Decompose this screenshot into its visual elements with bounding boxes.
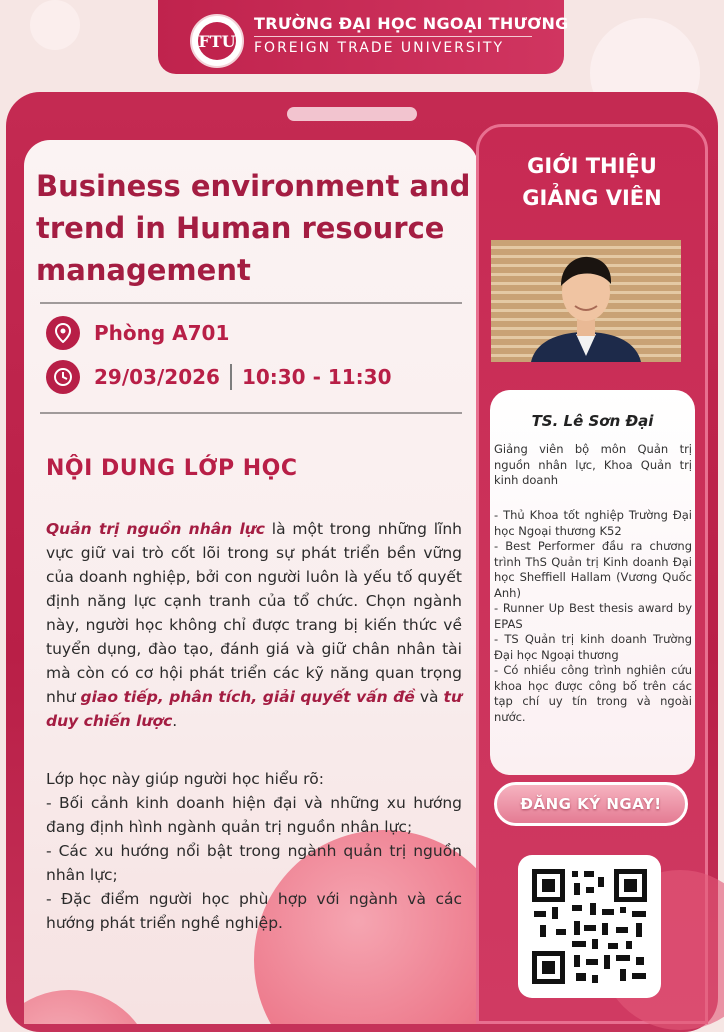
achievement-item: - Có nhiều công trình nghiên cứu khoa học được công bố trên các tạp chí uy tín trong và ngoài nước. — [494, 663, 692, 724]
university-name-vi: TRƯỜNG ĐẠI HỌC NGOẠI THƯƠNG — [254, 14, 569, 33]
title-divider — [40, 302, 462, 304]
qr-code-icon — [528, 865, 651, 988]
lecturer-section-title — [476, 150, 708, 214]
clock-icon — [46, 360, 80, 394]
content-paragraph — [46, 517, 462, 733]
lecturer-position: Giảng viên bộ môn Quản trị nguồn nhân lực, Khoa Quản trị kinh doanh — [494, 442, 692, 487]
room-text: Phòng A701 — [94, 321, 230, 345]
paragraph-text: là một trong những lĩnh vực giữ vai trò cốt lõi trong sự phát triển bền vững của doanh nghiệp, bởi con người luôn là yếu tố quyết định năng lực cạnh tranh của tổ chức. Chọn ngành này, người học không chỉ được trang bị kiến thức về tuyển dụng, đào tạo, đánh giá và giữ chân nhân tài mà còn có cơ hội phát triển các kỹ năng quan trọng như — [46, 520, 462, 706]
achievement-item: - Thủ Khoa tốt nghiệp Trường Đại học Ngoại thương K52 — [494, 508, 692, 538]
time-text: 10:30 - 11:30 — [241, 365, 392, 389]
decor-circle — [24, 990, 154, 1024]
lecturer-title-line2: GIẢNG VIÊN — [522, 186, 662, 210]
lecturer-portrait — [491, 240, 681, 362]
lecturer-achievements — [494, 508, 692, 725]
university-logo — [190, 14, 244, 68]
highlight-skills: giao tiếp, phân tích, giải quyết vấn đề — [80, 688, 415, 706]
event-title: Business environment and trend in Human resource management — [36, 169, 471, 287]
achievement-item: - Best Performer đầu ra chương trình ThS Quản trị Kinh doanh Đại học Sheffiell Hallam (Vương Quốc Anh) — [494, 539, 692, 600]
university-name-en: FOREIGN TRADE UNIVERSITY — [254, 40, 505, 56]
info-divider — [40, 412, 462, 414]
date-text: 29/03/2026 — [94, 365, 220, 389]
date-time-separator — [230, 364, 232, 390]
list-item: - Các xu hướng nổi bật trong ngành quản trị nguồn nhân lực; — [46, 842, 462, 884]
achievement-item: - Runner Up Best thesis award by EPAS — [494, 601, 692, 631]
background-circle — [30, 0, 80, 50]
location-pin-icon — [46, 316, 80, 350]
logo-mark: FTU — [198, 22, 236, 60]
registration-qr-code[interactable] — [518, 855, 661, 998]
list-intro: Lớp học này giúp người học hiểu rõ: — [46, 770, 324, 788]
lecturer-name: TS. Lê Sơn Đại — [531, 412, 654, 430]
frame-notch — [287, 107, 417, 121]
paragraph-text: . — [172, 712, 178, 730]
highlight-strategy: tư duy chiến lược — [46, 688, 462, 730]
list-item: - Bối cảnh kinh doanh hiện đại và những xu hướng đang định hình ngành quản trị nguồn nhân lực; — [46, 794, 462, 836]
highlight-hr: Quản trị nguồn nhân lực — [46, 520, 265, 538]
header-divider — [254, 36, 532, 37]
room-row — [46, 316, 229, 350]
paragraph-text: và — [414, 688, 444, 706]
lecturer-photo — [491, 240, 681, 362]
content-list — [46, 767, 462, 935]
register-button[interactable]: ĐĂNG KÝ NGAY! — [494, 782, 688, 826]
list-item: - Đặc điểm người học phù hợp với ngành và các hướng phát triển nghề nghiệp. — [46, 890, 462, 932]
lecturer-title-line1: GIỚI THIỆU — [527, 154, 657, 178]
achievement-item: - TS Quản trị kinh doanh Trường Đại học Ngoại thương — [494, 632, 692, 662]
datetime-row — [46, 360, 392, 394]
content-section-title: NỘI DUNG LỚP HỌC — [46, 456, 298, 481]
